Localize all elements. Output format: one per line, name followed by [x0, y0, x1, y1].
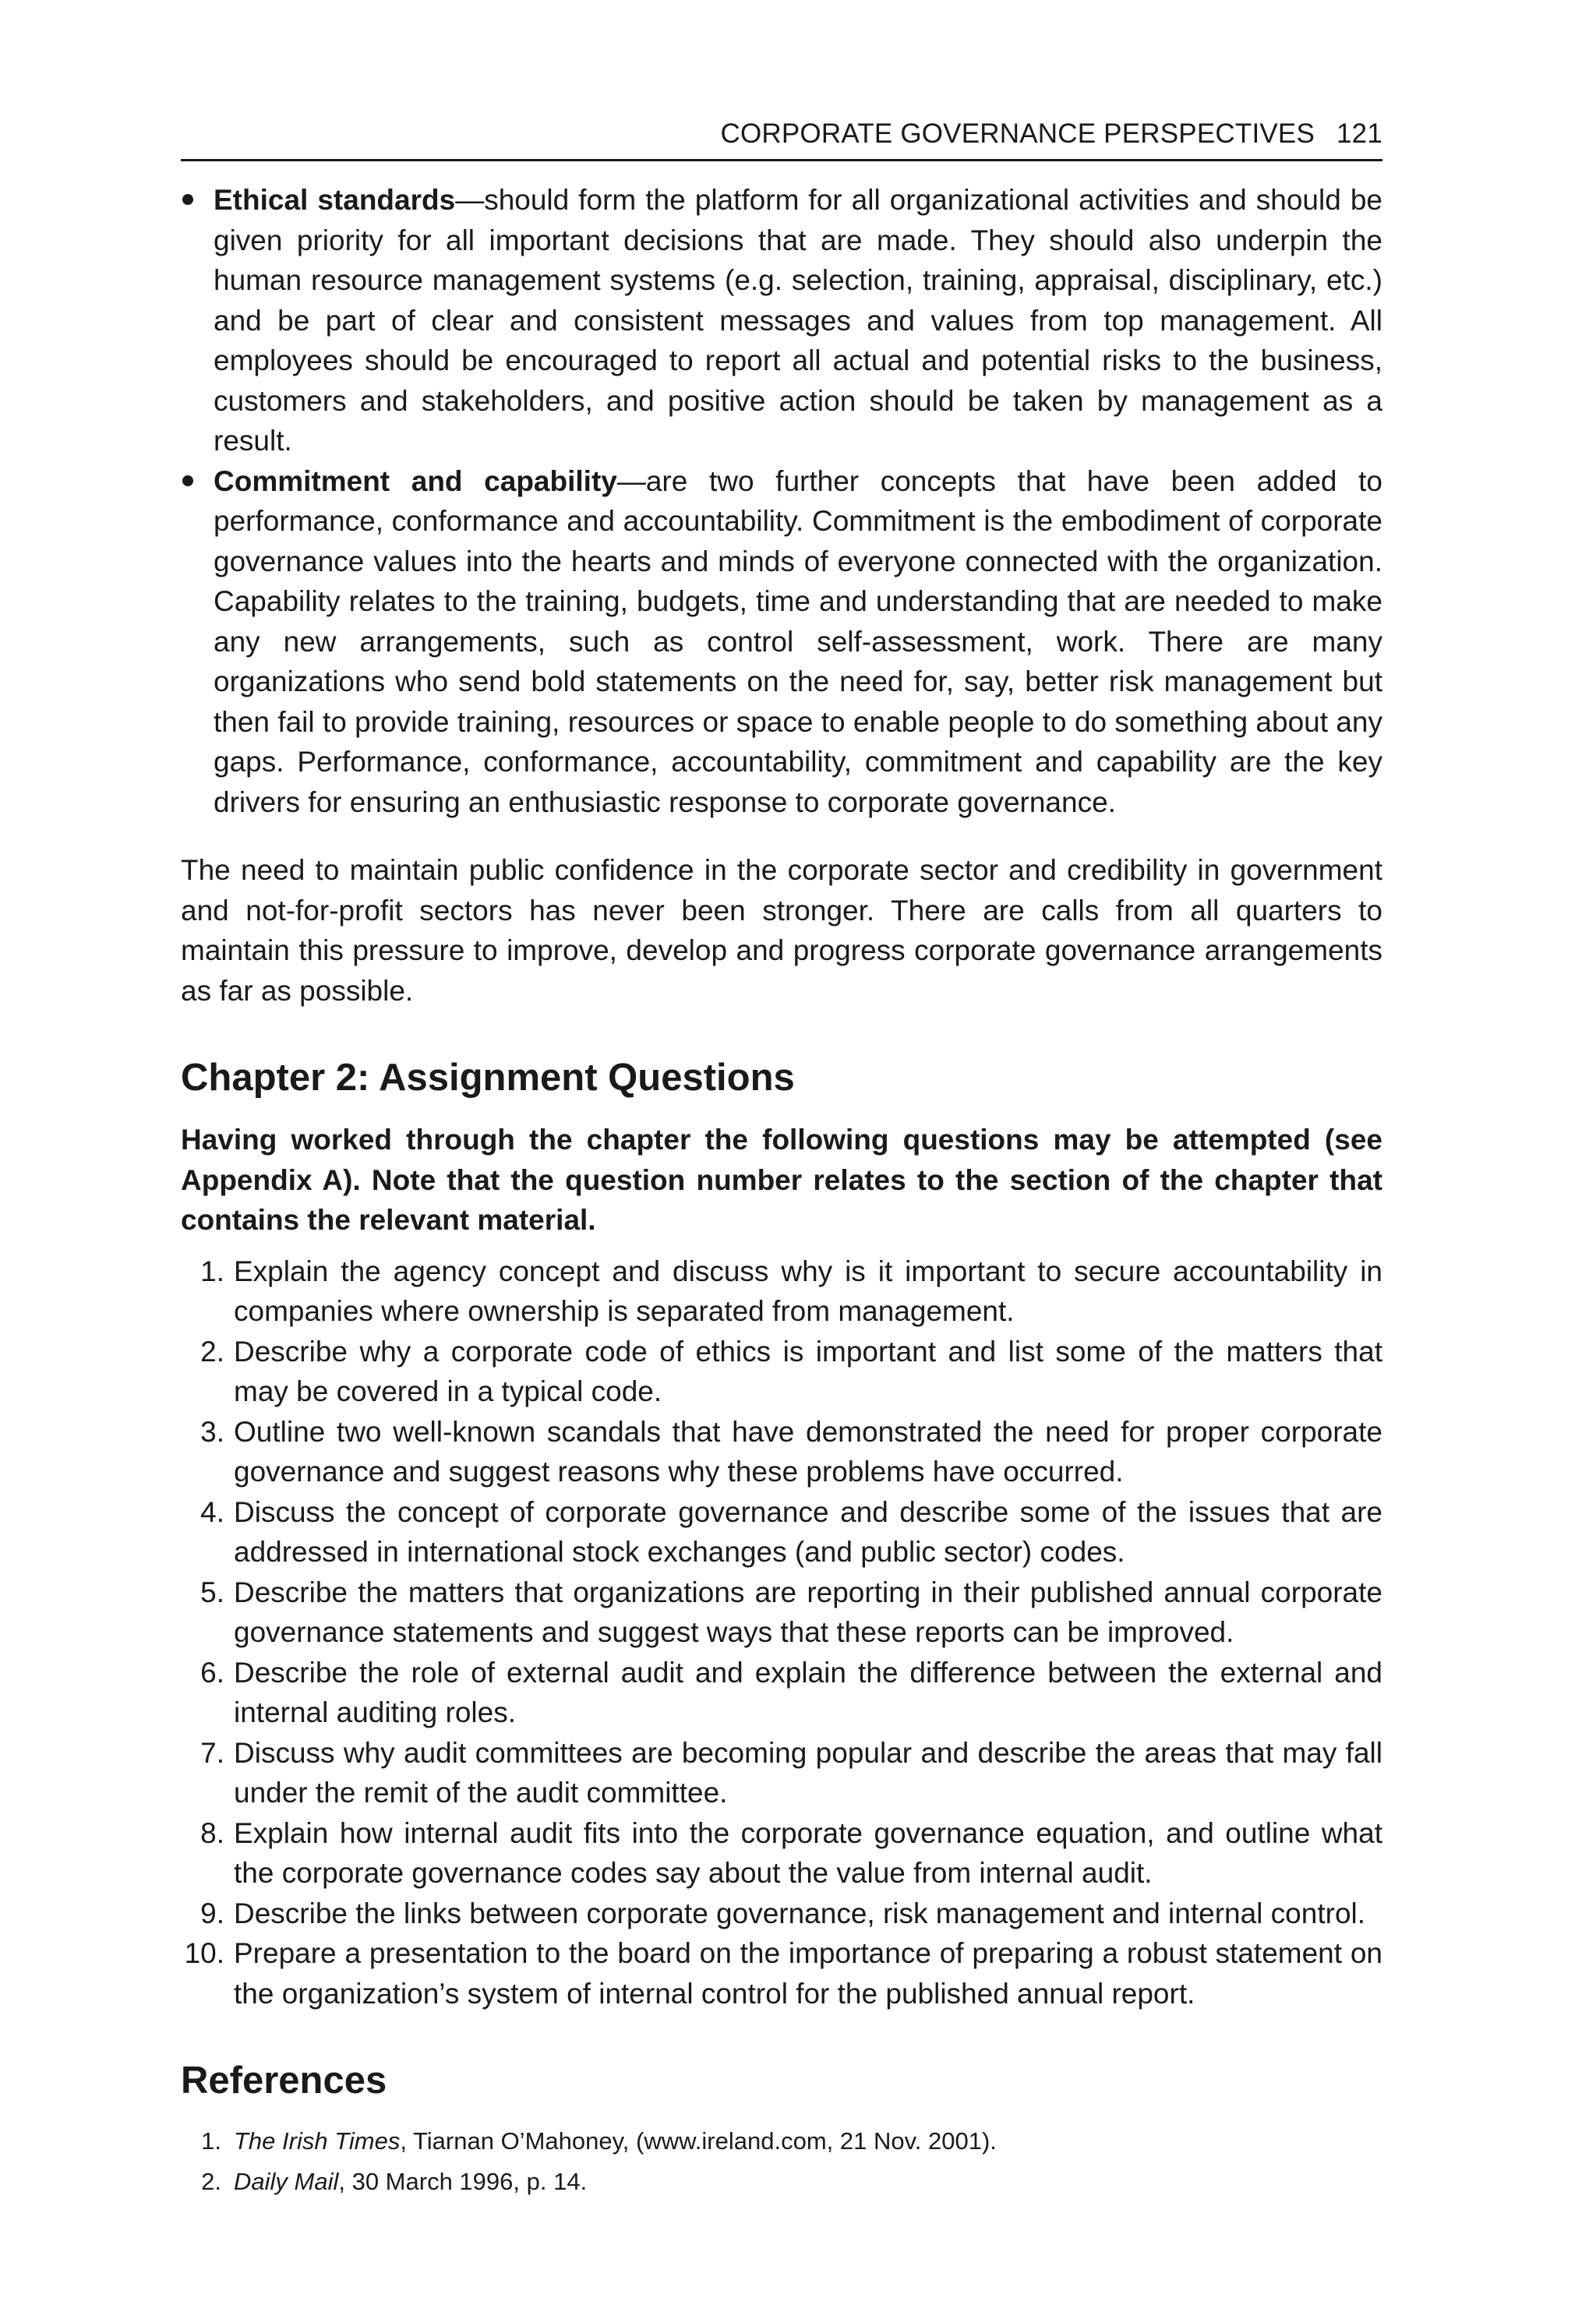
question-number: 4. — [200, 1495, 224, 1528]
question-text: Describe the matters that organizations are reporting in their published annual corporate governance statements and suggest ways that these reports can be improved. — [234, 1576, 1382, 1648]
question-text: Prepare a presentation to the board on the importance of preparing a robust statement on the organization’s system of internal control for the published annual report. — [234, 1937, 1382, 2010]
question-text: Discuss why audit committees are becoming popular and describe the areas that may fall under the remit of the audit committee. — [234, 1736, 1382, 1809]
bullet-text: —should form the platform for all organizational activities and should be given priority for all important decisions that are made. They should also underpin the human resource management systems (e.g. selection, training, appraisal, disciplinary, etc.) and be part of clear and consistent messages and values from top management. All employees should be encouraged to report all actual and potential risks to the business, customers and stakeholders, and positive action should be taken by management as a result. — [214, 184, 1382, 457]
question-text: Explain the agency concept and discuss why is it important to secure accountability in companies where ownership is separated from management. — [234, 1255, 1382, 1327]
question-number: 7. — [200, 1736, 224, 1769]
question-item — [181, 1733, 1382, 1813]
question-item — [181, 1894, 1382, 1934]
question-item — [181, 1572, 1382, 1653]
question-number: 5. — [200, 1576, 224, 1608]
reference-number: 1. — [201, 2127, 221, 2155]
question-text: Describe the links between corporate governance, risk management and internal control. — [234, 1897, 1366, 1929]
question-text: Discuss the concept of corporate governance and describe some of the issues that are addressed in international stock exchanges (and public sector) codes. — [234, 1495, 1382, 1568]
reference-source: The Irish Times — [234, 2127, 401, 2155]
reference-list — [181, 2121, 1382, 2202]
question-item — [181, 1933, 1382, 2014]
bullet-dot-icon — [182, 475, 193, 486]
reference-detail: , Tiarnan O’Mahoney, (www.ireland.com, 21 Nov. 2001). — [400, 2127, 997, 2155]
reference-source: Daily Mail — [234, 2168, 339, 2195]
reference-item — [181, 2121, 1382, 2162]
question-text: Describe the role of external audit and explain the difference between the external and internal auditing roles. — [234, 1656, 1382, 1728]
question-number: 1. — [200, 1255, 224, 1287]
page-number: 121 — [1336, 118, 1382, 149]
question-number: 8. — [200, 1816, 224, 1849]
question-item — [181, 1332, 1382, 1412]
bullet-item-ethical-standards — [181, 180, 1382, 461]
question-item — [181, 1251, 1382, 1332]
question-item — [181, 1412, 1382, 1492]
question-list — [181, 1251, 1382, 2014]
bullet-dot-icon — [182, 194, 193, 205]
references-heading: References — [181, 2060, 387, 2102]
bullet-term: Commitment and capability — [214, 464, 617, 497]
running-header — [181, 117, 1382, 161]
question-item — [181, 1653, 1382, 1733]
reference-item — [181, 2162, 1382, 2202]
running-title: CORPORATE GOVERNANCE PERSPECTIVES — [720, 118, 1315, 149]
question-number: 2. — [200, 1335, 224, 1368]
reference-number: 2. — [201, 2168, 221, 2195]
bullet-text: —are two further concepts that have been added to performance, conformance and accountability. Commitment is the embodiment of corporate governance values into the hearts and minds of everyone connected with the organization. Capability relates to the training, budgets, time and understanding that are needed to make any new arrangements, such as control self-assessment, work. There are many organizations who send bold statements on the need for, say, better risk management but then fail to provide training, resources or space to enable people to do something about any gaps. Performance, conformance, accountability, commitment and capability are the key drivers for ensuring an enthusiastic response to corporate governance. — [214, 464, 1382, 818]
bullet-list — [181, 180, 1382, 822]
question-text: Describe why a corporate code of ethics is important and list some of the matters that may be covered in a typical code. — [234, 1335, 1382, 1407]
bullet-term: Ethical standards — [214, 184, 456, 216]
assignment-heading: Chapter 2: Assignment Questions — [181, 1057, 795, 1099]
question-item — [181, 1813, 1382, 1894]
question-number: 10. — [184, 1937, 224, 1969]
question-number: 9. — [200, 1897, 224, 1929]
question-text: Outline two well-known scandals that have demonstrated the need for proper corporate governance and suggest reasons why these problems have occurred. — [234, 1415, 1382, 1488]
assignment-intro: Having worked through the chapter the following questions may be attempted (see Appendix A). Note that the question number relates to the section of the chapter that contains the relevant material. — [181, 1124, 1382, 1236]
question-item — [181, 1492, 1382, 1572]
closing-paragraph: The need to maintain public confidence in the corporate sector and credibility in government and not-for-profit sectors has never been stronger. There are calls from all quarters to maintain this pressure to improve, develop and progress corporate governance arrangements as far as possible. — [181, 854, 1382, 1007]
bullet-item-commitment-capability — [181, 461, 1382, 823]
book-page — [181, 117, 1382, 2202]
reference-detail: , 30 March 1996, p. 14. — [338, 2168, 588, 2195]
question-text: Explain how internal audit fits into the corporate governance equation, and outline what the corporate governance codes say about the value from internal audit. — [234, 1816, 1382, 1889]
question-number: 6. — [200, 1656, 224, 1689]
question-number: 3. — [200, 1415, 224, 1448]
